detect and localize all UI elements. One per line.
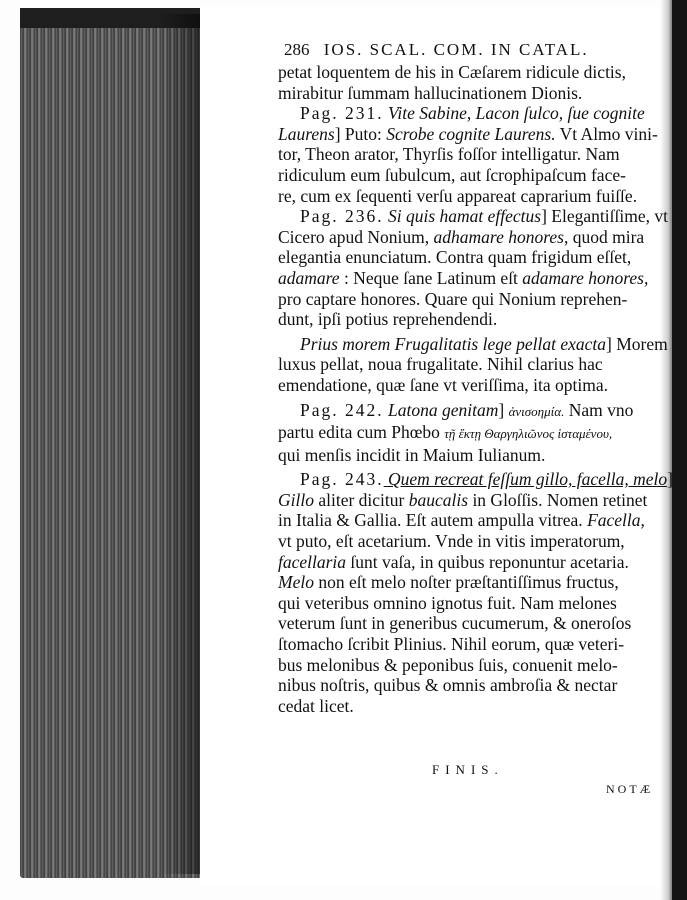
text-line: mirabitur ſummam hallucinationem Dionis. [278,82,583,103]
text-line: cedat licet. [278,695,354,716]
page-right-edge-dark [672,0,687,900]
text-line: Pag. 231. Vite Sabine, Lacon ſulco, ſue cognite [300,103,645,124]
text-line: bus melonibus & peponibus ſuis, conuenit melo- [278,654,618,675]
text-line: Pag. 242. Latona genitam] ἀνισοημία. Nam vno [300,399,634,420]
text-line: pro captare honores. Quare qui Nonium reprehen- [278,288,628,309]
catchword: NOTÆ [606,782,654,796]
text-line: dunt, ipſi potius reprehendendi. [278,309,498,330]
text-line: Cicero apud Nonium, adhamare honores, quod mira [278,226,645,247]
text-line: qui veteribus omnino ignotus fuit. Nam melones [278,592,617,613]
page-body [278,62,673,716]
text-line: qui menſis incidit in Maium Iulianum. [278,444,546,465]
text-line: tor, Theon arator, Thyrſis foſſor intelligatur. Nam [278,144,620,165]
text-line: adamare : Neque ſane Latinum eſt adamare honores, [278,267,649,288]
text-line: ridiculum eum ſubulcum, aut ſcrophipaſcum face- [278,164,626,185]
text-line: nibus noſtris, quibus & omnis ambroſia & nectar [278,675,618,696]
text-line: ſtomacho ſcribit Plinius. Nihil eorum, quæ veteri- [278,634,625,655]
book-fore-edge-shadow [160,14,204,874]
running-header [284,40,664,60]
page-number: 286 [284,40,310,59]
text-line: elegantia enunciatum. Contra quam frigidum eſſet, [278,247,632,268]
text-line: luxus pellat, noua frugalitate. Nihil clarius hac [278,354,603,375]
text-line: facellaria ſunt vaſa, in quibus reponuntur acetaria. [278,551,629,572]
text-line: emendatione, quæ ſane vt veriſſima, ita optima. [278,374,608,395]
text-line: veterum ſunt in generibus cucumerum, & oneroſos [278,613,632,634]
text-line: Gillo aliter dicitur baucalis in Gloſſis. Nomen retinet [278,489,648,510]
text-line: vt puto, eſt acetarium. Vnde in vitis imperatorum, [278,531,625,552]
text-line: Prius morem Frugalitatis lege pellat exacta] Morem [300,333,668,354]
text-line: Melo non eſt melo noſter præſtantiſſimus fructus, [278,572,619,593]
text-line: partu edita cum Phœbo τῇ ἕκτῃ Θαργηλιῶνος ἱσταμένου, [278,422,613,443]
text-line: Laurens] Puto: Scrobe cognite Laurens. Vt Almo vini- [278,123,658,144]
text-line: petat loquentem de his in Cæſarem ridicule dictis, [278,62,626,82]
running-title: IOS. SCAL. COM. IN CATAL. [323,40,589,59]
text-line: Pag. 236. Si quis hamat effectus] Elegantiſſime, vt [300,206,668,227]
finis-mark: FINIS. [432,762,504,777]
text-line: re, cum ex ſequenti verſu appareat caprarium fuiſſe. [278,185,638,206]
text-line: Pag. 243. Quem recreat feſſum gillo, facella, melo] [300,469,673,490]
text-line: in Italia & Gallia. Eſt autem ampulla vitrea. Facella, [278,510,645,531]
